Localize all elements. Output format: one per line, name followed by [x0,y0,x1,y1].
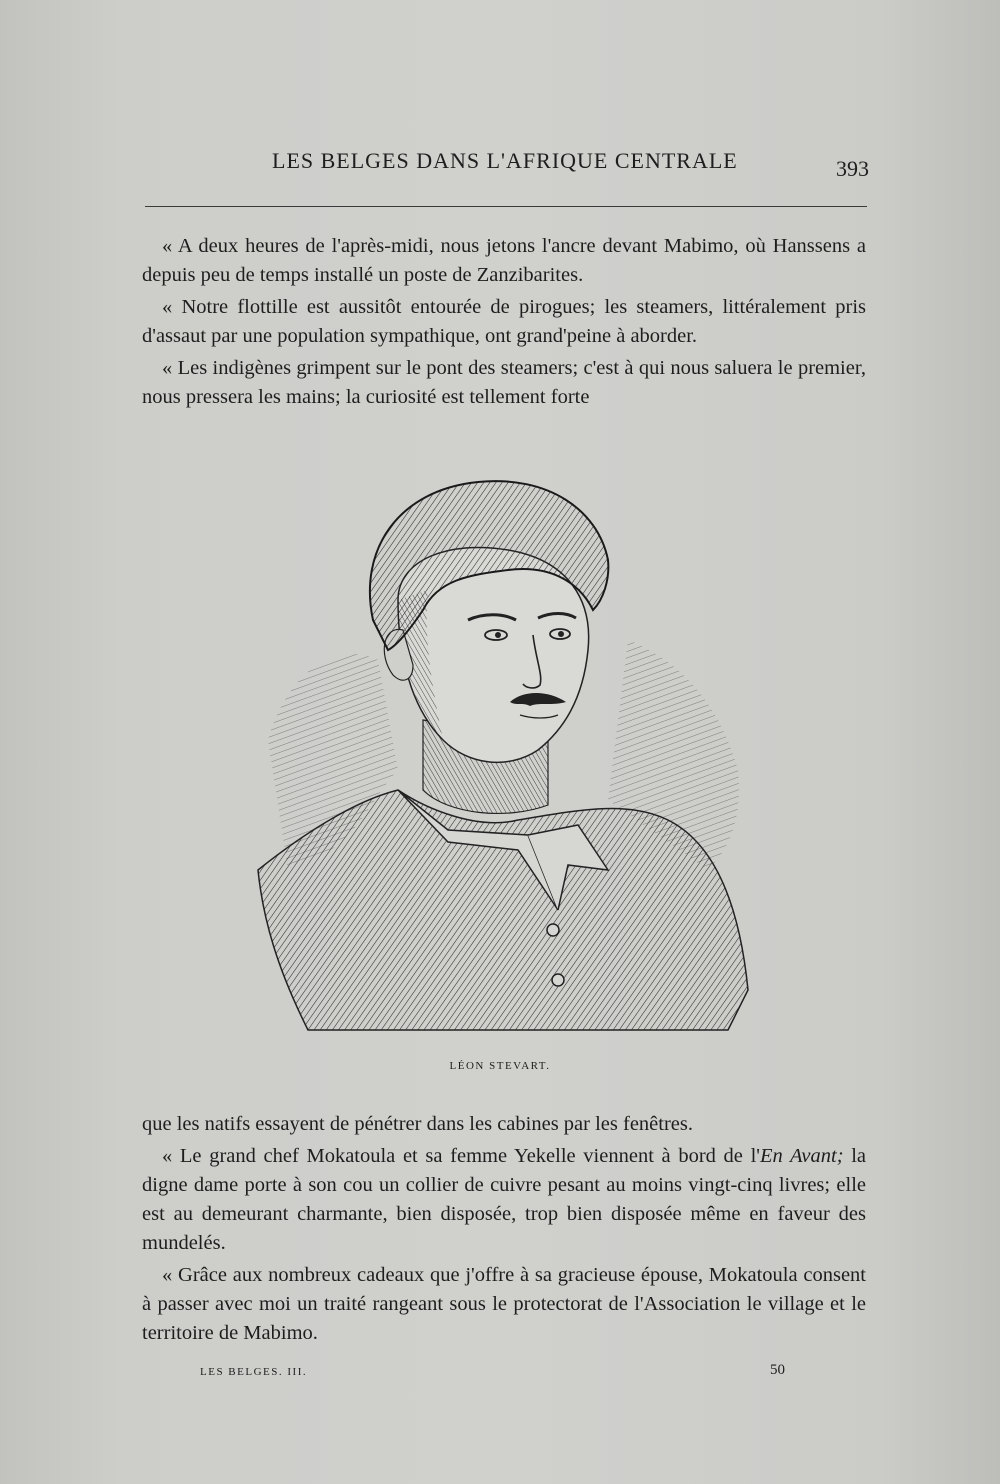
paragraph: « Notre flottille est aussitôt entourée de pirogues; les steamers, littéralement pris d'assaut par une population sympathique, ont grand'peine à aborder. [142,296,866,347]
paragraph: « A deux heures de l'après-midi, nous jetons l'ancre devant Mabimo, où Hanssens a depuis peu de temps installé un poste de Zanzibarites. [142,235,866,286]
paragraph [142,1142,866,1258]
ship-name: En Avant; [759,1145,844,1167]
footer-signature: LES BELGES. III. [200,1366,308,1378]
paragraph: « Grâce aux nombreux cadeaux que j'offre à sa gracieuse épouse, Mokatoula consent à passer avec moi un traité rangeant sous le protectorat de l'Association le village et le territoire de Mabimo. [142,1264,866,1344]
paragraph-text: la digne dame porte à son cou un collier de cuivre pesant au moins vingt-cinq livres; elle est au demeurant charmante, bien disposée, trop bien disposée même en faveur des mundelés. [142,1145,867,1254]
footer-sheet-number: 50 [770,1362,785,1378]
illustration-caption: LÉON STEVART. [449,1060,551,1072]
paragraph: que les natifs essayent de pénétrer dans les cabines par les fenêtres. [142,1113,693,1135]
paragraph: « Les indigènes grimpent sur le pont des steamers; c'est à qui nous saluera le premier, nous pressera les mains; la curiosité est tellement forte [142,357,866,408]
text-block-top [142,232,866,415]
text-block-bottom [142,1110,866,1351]
running-title: LES BELGES DANS L'AFRIQUE CENTRALE [272,148,738,173]
paragraph-text: « Le grand chef Mokatoula et sa femme Yekelle viennent à bord de l' [162,1145,760,1167]
page-number: 393 [836,156,869,181]
header-rule [145,206,867,207]
portrait-engraving [248,470,758,1040]
